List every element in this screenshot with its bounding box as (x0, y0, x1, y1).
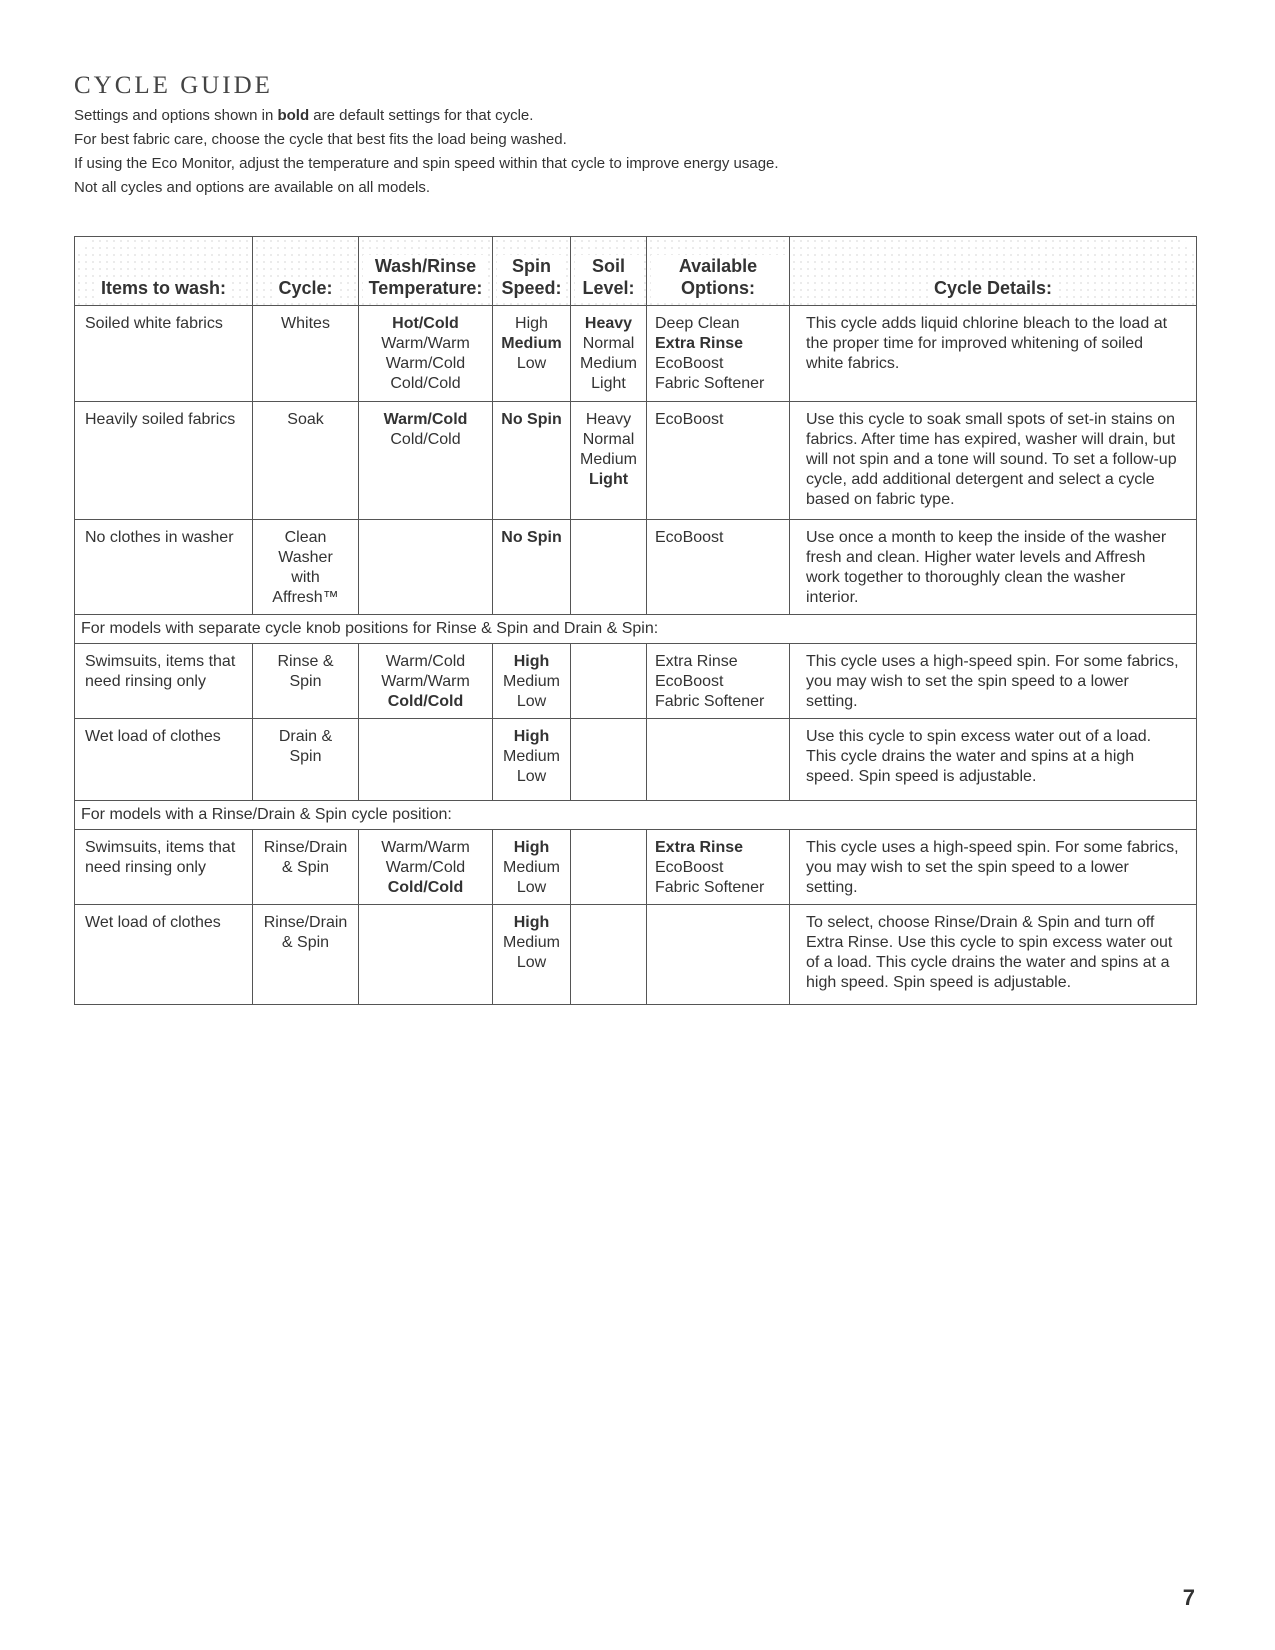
header-cycle: Cycle: (253, 237, 359, 306)
spin-cell: High Medium Low (493, 830, 571, 905)
details-cell: This cycle adds liquid chlorine bleach to the load at the proper time for improved whitening of soiled white fabrics. (790, 306, 1197, 402)
header-soil: Soil Level: (571, 237, 647, 306)
cycle-cell: Whites (253, 306, 359, 402)
details-cell: Use this cycle to soak small spots of set-in stains on fabrics. After time has expired, washer will drain, but will not spin and a tone will sound. To set a follow-up cycle, add additional detergent and select a cycle based on fabric type. (790, 402, 1197, 520)
soil-cell (571, 644, 647, 719)
table-row (75, 402, 1197, 520)
page-number: 7 (1182, 1585, 1195, 1610)
header-items: Items to wash: (75, 237, 253, 306)
options-cell: EcoBoost (647, 520, 790, 615)
options-cell: Extra Rinse EcoBoost Fabric Softener (647, 644, 790, 719)
page-title: CYCLE GUIDE (74, 72, 273, 99)
cycle-cell: Rinse/Drain & Spin (253, 905, 359, 1005)
table-row (75, 520, 1197, 615)
cycle-cell: Rinse & Spin (253, 644, 359, 719)
intro-line-3: If using the Eco Monitor, adjust the temperature and spin speed within that cycle to improve energy usage. (74, 155, 779, 172)
intro-line-2: For best fabric care, choose the cycle that best fits the load being washed. (74, 131, 567, 148)
table-row (75, 306, 1197, 402)
section-row (75, 615, 1197, 644)
details-cell: Use once a month to keep the inside of the washer fresh and clean. Higher water levels and Affresh work together to thoroughly clean the washer interior. (790, 520, 1197, 615)
items-cell: Swimsuits, items that need rinsing only (75, 830, 253, 905)
table-row (75, 830, 1197, 905)
temperature-cell (359, 905, 493, 1005)
section-heading: For models with separate cycle knob positions for Rinse & Spin and Drain & Spin: (75, 615, 1197, 644)
temperature-cell: Warm/Cold Warm/Warm Cold/Cold (359, 644, 493, 719)
temperature-cell (359, 520, 493, 615)
soil-cell: Heavy Normal Medium Light (571, 306, 647, 402)
spin-cell: High Medium Low (493, 644, 571, 719)
temperature-cell: Hot/Cold Warm/Warm Warm/Cold Cold/Cold (359, 306, 493, 402)
details-cell: Use this cycle to spin excess water out of a load. This cycle drains the water and spins at a high speed. Spin speed is adjustable. (790, 719, 1197, 801)
intro-line-1: Settings and options shown in bold are default settings for that cycle. (74, 107, 534, 124)
table-row (75, 719, 1197, 801)
options-cell (647, 719, 790, 801)
soil-cell (571, 719, 647, 801)
spin-cell: High Medium Low (493, 719, 571, 801)
cycle-cell: Soak (253, 402, 359, 520)
spin-cell: No Spin (493, 520, 571, 615)
cycle-cell: Drain & Spin (253, 719, 359, 801)
cycle-guide-table-wrapper (74, 236, 1196, 1005)
section-heading: For models with a Rinse/Drain & Spin cycle position: (75, 801, 1197, 830)
soil-cell (571, 830, 647, 905)
intro-line-4: Not all cycles and options are available on all models. (74, 179, 431, 196)
header-details: Cycle Details: (790, 237, 1197, 306)
details-cell: This cycle uses a high-speed spin. For some fabrics, you may wish to set the spin speed to a lower setting. (790, 644, 1197, 719)
items-cell: Wet load of clothes (75, 719, 253, 801)
items-cell: Swimsuits, items that need rinsing only (75, 644, 253, 719)
cycle-guide-table (74, 236, 1197, 1005)
intro-text (74, 104, 779, 200)
soil-cell: Heavy Normal Medium Light (571, 402, 647, 520)
items-cell: Wet load of clothes (75, 905, 253, 1005)
header-spin: Spin Speed: (493, 237, 571, 306)
table-row (75, 905, 1197, 1005)
options-cell: Deep Clean Extra Rinse EcoBoost Fabric Softener (647, 306, 790, 402)
temperature-cell: Warm/Cold Cold/Cold (359, 402, 493, 520)
header-options: Available Options: (647, 237, 790, 306)
temperature-cell: Warm/Warm Warm/Cold Cold/Cold (359, 830, 493, 905)
details-cell: This cycle uses a high-speed spin. For some fabrics, you may wish to set the spin speed to a lower setting. (790, 830, 1197, 905)
soil-cell (571, 905, 647, 1005)
spin-cell: High Medium Low (493, 306, 571, 402)
temperature-cell (359, 719, 493, 801)
details-cell: To select, choose Rinse/Drain & Spin and turn off Extra Rinse. Use this cycle to spin excess water out of a load. This cycle drains the water and spins at a high speed. Spin speed is adjustable. (790, 905, 1197, 1005)
soil-cell (571, 520, 647, 615)
section-row (75, 801, 1197, 830)
intro-bold-word: bold (277, 107, 310, 124)
items-cell: Heavily soiled fabrics (75, 402, 253, 520)
items-cell: Soiled white fabrics (75, 306, 253, 402)
spin-cell: No Spin (493, 402, 571, 520)
items-cell: No clothes in washer (75, 520, 253, 615)
table-row (75, 644, 1197, 719)
table-header-row (75, 237, 1197, 306)
options-cell (647, 905, 790, 1005)
options-cell: Extra Rinse EcoBoost Fabric Softener (647, 830, 790, 905)
header-temperature: Wash/Rinse Temperature: (359, 237, 493, 306)
cycle-cell: Clean Washer with Affresh™ (253, 520, 359, 615)
options-cell: EcoBoost (647, 402, 790, 520)
cycle-cell: Rinse/Drain & Spin (253, 830, 359, 905)
spin-cell: High Medium Low (493, 905, 571, 1005)
